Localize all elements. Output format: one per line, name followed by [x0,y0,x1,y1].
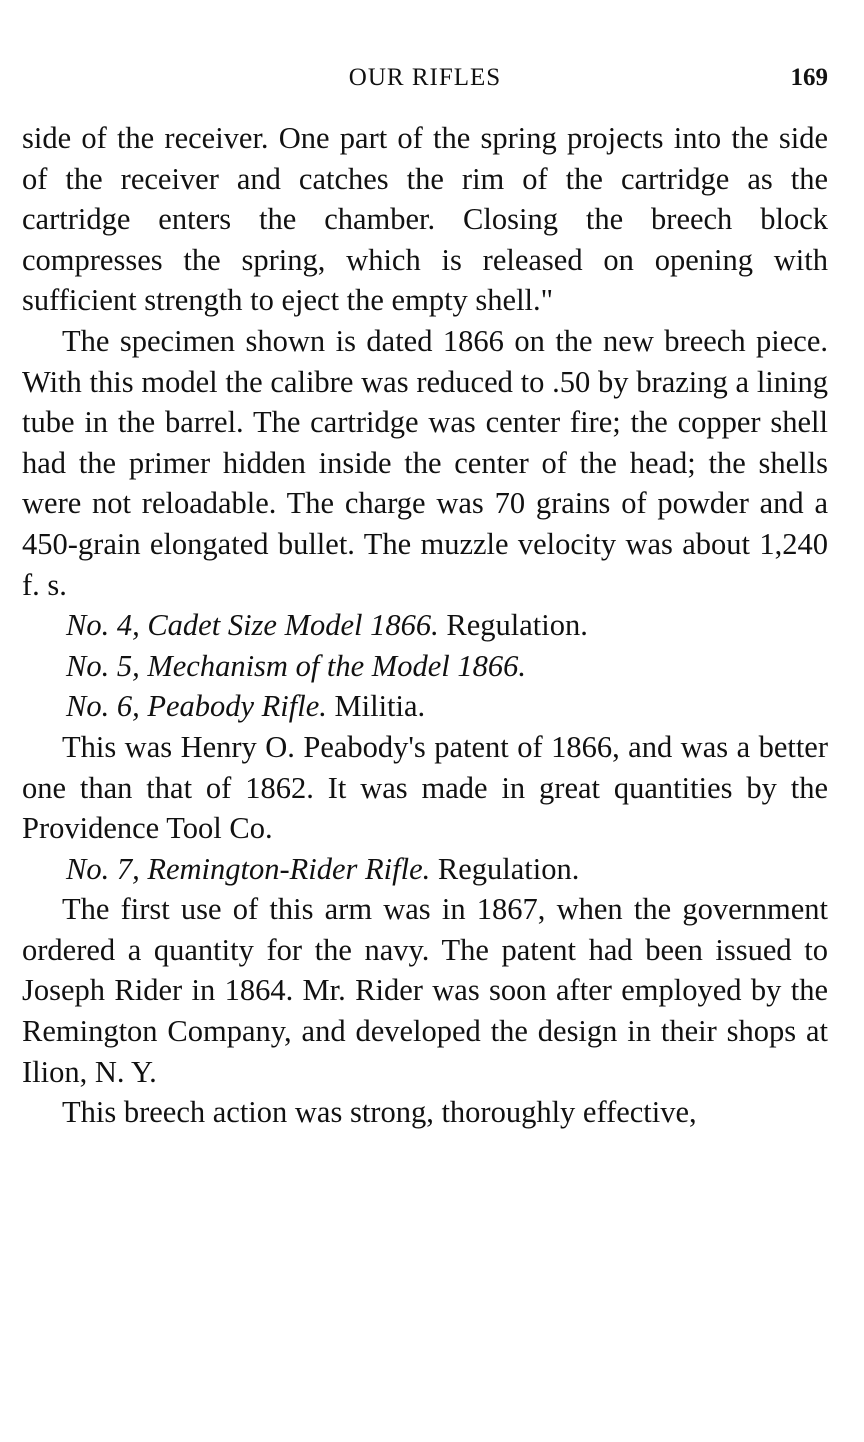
body-text [22,118,828,1133]
entry-type-no-6: Militia. [334,689,426,724]
entry-title-no-4: No. 4, Cadet Size Model 1866. [66,608,439,643]
entry-title-no-6: No. 6, Peabody Rifle. [66,689,327,724]
entry-type-no-7: Regulation. [437,851,580,886]
running-title: OUR RIFLES [348,64,502,91]
running-head [22,60,828,96]
paragraph-receiver-spring: side of the receiver. One part of the spring projects into the side of the receiver and catches the rim of the cartridge as the cartridge enters the chamber. Closing the breech block compresses the spring, which is released on opening with sufficient strength to eject the empty shell." [22,121,828,318]
page-number: 169 [790,64,828,91]
entry-text-no-7: The first use of this arm was in 1867, when the government ordered a quantity for the navy. The patent had been issued to Joseph Rider in 1864. Mr. Rider was soon after employed by the Remington Company, and developed the design in their shops at Ilion, N. Y. [22,892,828,1089]
paragraph-specimen-1866: The specimen shown is dated 1866 on the new breech piece. With this model the calibre was reduced to .50 by brazing a lining tube in the barrel. The cartridge was center fire; the copper shell had the primer hidden inside the center of the head; the shells were not reloadable. The charge was 70 grains of powder and a 450-grain elongated bullet. The muzzle velocity was about 1,240 f. s. [22,323,828,602]
entry-heading-no-4 [22,605,828,646]
entry-title-no-7: No. 7, Remington-Rider Rifle. [66,851,431,886]
entry-title-no-5: No. 5, Mechanism of the Model 1866. [66,648,526,683]
closing-paragraph: This breech action was strong, thoroughly effective, [62,1095,697,1130]
entry-text-no-6: This was Henry O. Peabody's patent of 1866, and was a better one than that of 1862. It was made in great quantities by the Providence Tool Co. [22,729,828,846]
entry-heading-no-6 [22,686,828,727]
entry-heading-no-7 [22,849,828,890]
entry-type-no-4: Regulation. [446,608,588,643]
entry-heading-no-5 [22,646,828,687]
